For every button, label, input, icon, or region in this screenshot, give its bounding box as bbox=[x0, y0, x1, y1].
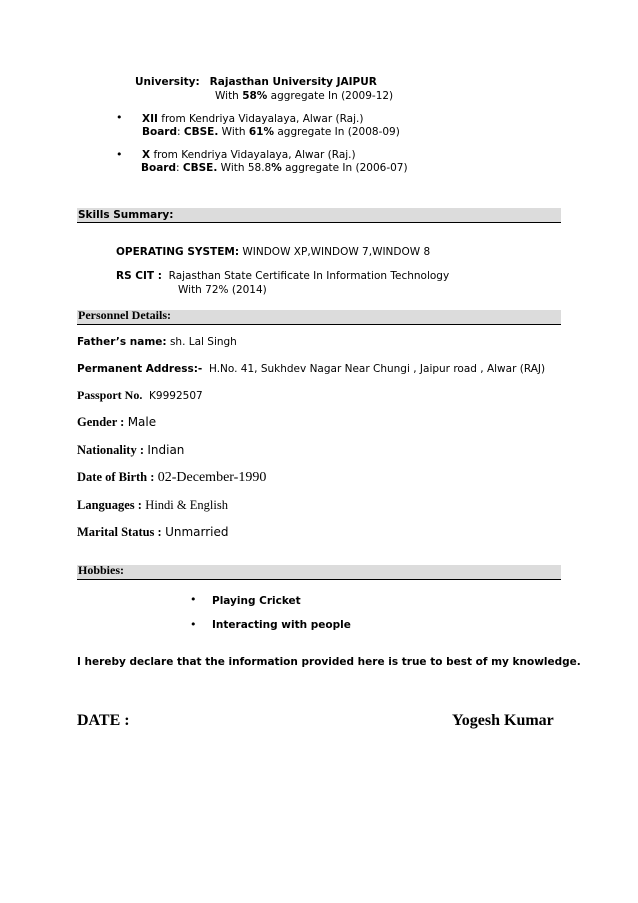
gender-value: Male bbox=[127, 415, 157, 429]
os-line bbox=[116, 246, 430, 258]
dob-line bbox=[77, 470, 266, 486]
hobby-bullet: • bbox=[190, 618, 197, 631]
x-board-label: Board bbox=[141, 162, 176, 174]
passport-value: K9992507 bbox=[149, 390, 203, 402]
signature-name: Yogesh Kumar bbox=[452, 712, 554, 729]
xii-board-sep: : bbox=[177, 126, 181, 138]
university-name: Rajasthan University JAIPUR bbox=[209, 76, 377, 88]
x-percent: % bbox=[271, 162, 282, 174]
xii-school: from Kendriya Vidayalaya, Alwar (Raj.) bbox=[161, 113, 364, 125]
father-label: Father’s name: bbox=[77, 336, 167, 348]
passport-line bbox=[77, 388, 203, 403]
personal-heading-bar bbox=[77, 310, 561, 325]
nationality-line bbox=[77, 443, 184, 458]
university-label: University: bbox=[135, 76, 200, 88]
hobby-item bbox=[212, 595, 301, 607]
x-school: from Kendriya Vidayalaya, Alwar (Raj.) bbox=[153, 149, 356, 161]
languages-value: Hindi & English bbox=[145, 498, 228, 512]
hobby-item bbox=[212, 619, 351, 631]
rscit-detail: With 72% (2014) bbox=[178, 284, 267, 296]
hobbies-heading-bar bbox=[77, 565, 561, 580]
languages-line bbox=[77, 498, 228, 513]
xii-line bbox=[142, 113, 363, 125]
skills-heading: Skills Summary: bbox=[78, 209, 174, 221]
address-value: H.No. 41, Sukhdev Nagar Near Chungi , Jaipur road , Alwar (RAJ) bbox=[208, 363, 546, 375]
xii-percent: 61% bbox=[248, 126, 274, 138]
hobby-text: Interacting with people bbox=[212, 619, 351, 631]
os-label: OPERATING SYSTEM: bbox=[116, 246, 240, 258]
x-rest: aggregate In (2006-07) bbox=[285, 162, 408, 174]
marital-value: Unmarried bbox=[165, 525, 229, 539]
x-grade: X bbox=[142, 149, 151, 161]
x-with: With 58.8 bbox=[220, 162, 272, 174]
x-bullet: • bbox=[116, 148, 123, 161]
xii-board-line bbox=[142, 126, 400, 138]
gender-line bbox=[77, 415, 156, 430]
nationality-value: Indian bbox=[147, 443, 185, 457]
address-line bbox=[77, 363, 545, 375]
xii-board: CBSE. bbox=[183, 126, 219, 138]
hobbies-heading: Hobbies: bbox=[78, 563, 125, 577]
rscit-label: RS CIT : bbox=[116, 270, 162, 282]
dob-value: 02-December-1990 bbox=[157, 470, 267, 485]
xii-grade: XII bbox=[142, 113, 158, 125]
dob-label: Date of Birth : bbox=[77, 470, 155, 484]
father-line bbox=[77, 336, 237, 348]
hobby-text: Playing Cricket bbox=[212, 595, 301, 607]
date-label: DATE : bbox=[77, 712, 130, 729]
declaration-text: I hereby declare that the information provided here is true to best of my knowledge. bbox=[77, 656, 581, 668]
nationality-label: Nationality : bbox=[77, 443, 145, 457]
x-board-sep: : bbox=[176, 162, 180, 174]
university-rest: aggregate In (2009-12) bbox=[270, 90, 394, 102]
x-board-line bbox=[141, 162, 408, 174]
marital-line bbox=[77, 525, 228, 540]
university-aggregate-line bbox=[215, 90, 393, 102]
address-label: Permanent Address:- bbox=[77, 363, 203, 375]
marital-label: Marital Status : bbox=[77, 525, 162, 539]
skills-heading-bar bbox=[77, 208, 561, 223]
xii-board-label: Board bbox=[142, 126, 177, 138]
x-board: CBSE. bbox=[182, 162, 218, 174]
rscit-value: Rajasthan State Certificate In Information Technology bbox=[168, 270, 450, 282]
xii-bullet: • bbox=[116, 111, 123, 124]
father-value: sh. Lal Singh bbox=[169, 336, 237, 348]
xii-with: With bbox=[221, 126, 246, 138]
xii-rest: aggregate In (2008-09) bbox=[277, 126, 400, 138]
university-line bbox=[135, 76, 377, 88]
rscit-line bbox=[116, 270, 449, 282]
university-with: With bbox=[215, 90, 239, 102]
passport-label: Passport No. bbox=[77, 388, 143, 402]
x-line bbox=[142, 149, 356, 161]
declaration bbox=[77, 656, 581, 668]
hobby-bullet: • bbox=[190, 593, 197, 606]
os-value: WINDOW XP,WINDOW 7,WINDOW 8 bbox=[242, 246, 431, 258]
personal-heading: Personnel Details: bbox=[78, 308, 171, 322]
university-percent: 58% bbox=[242, 90, 268, 102]
languages-label: Languages : bbox=[77, 498, 142, 512]
gender-label: Gender : bbox=[77, 415, 125, 429]
